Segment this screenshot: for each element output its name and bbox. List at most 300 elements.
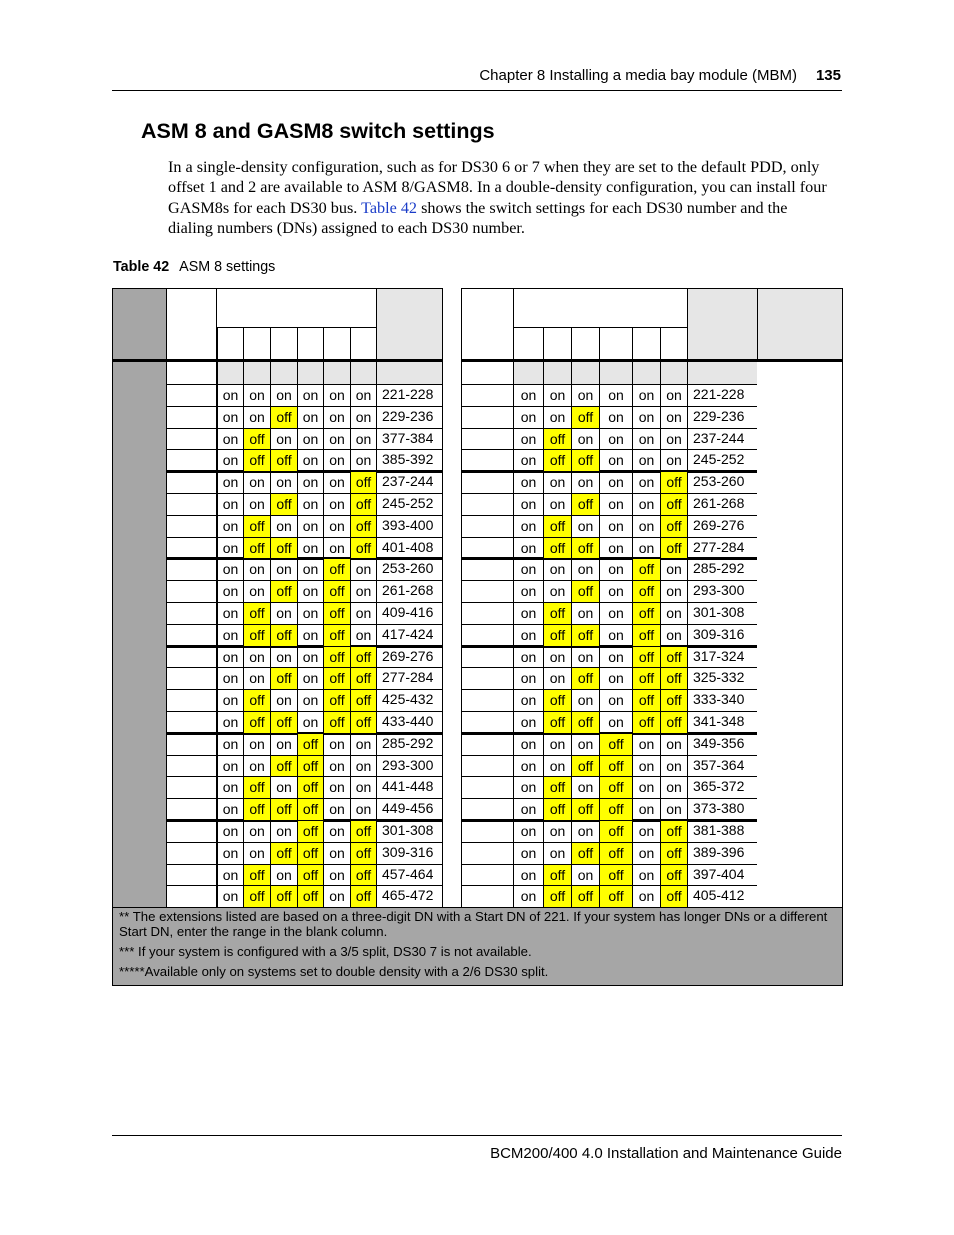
switch-3-cell: on — [276, 517, 292, 534]
switch-6-cell: off — [351, 494, 376, 515]
switch-2-cell: on — [549, 648, 566, 665]
switch-1-cell: on — [520, 888, 537, 905]
switch-3-cell: on — [577, 605, 594, 621]
switch-6-cell: off — [351, 843, 376, 864]
switch-2-cell: off — [544, 538, 571, 559]
switch-5-cell: on — [329, 452, 345, 469]
switch-3-cell: off — [271, 450, 297, 471]
switch-5-cell: on — [329, 823, 345, 839]
dn-range-cell: 245-252 — [382, 495, 434, 511]
switch-4-cell: off — [600, 799, 632, 820]
switch-5-cell: off — [633, 603, 660, 624]
dn-range-cell: 253-260 — [693, 473, 745, 490]
switch-2-cell: on — [549, 408, 566, 425]
chapter-title: Chapter 8 Installing a media bay module (MBM) — [479, 67, 797, 84]
dn-range-cell: 409-416 — [382, 604, 434, 620]
dn-range-cell: 457-464 — [382, 865, 434, 882]
switch-1-cell: on — [520, 496, 537, 512]
switch-1-cell: on — [520, 735, 537, 752]
switch-2-cell: on — [549, 496, 566, 512]
dn-range-cell: 301-308 — [693, 604, 745, 620]
switch-1-cell: on — [520, 387, 537, 403]
grid-line — [462, 359, 842, 362]
switch-3-cell: on — [276, 430, 292, 447]
grid-line — [757, 289, 758, 360]
switch-3-cell: on — [276, 605, 292, 621]
switch-2-cell: off — [244, 777, 270, 798]
header-dn-cell — [687, 289, 757, 360]
switch-3-cell: on — [577, 823, 594, 839]
switch-5-cell: off — [633, 581, 660, 602]
switch-3-cell: off — [572, 581, 599, 602]
dn-range-cell: 405-412 — [693, 887, 745, 904]
dn-range-cell: 309-316 — [382, 843, 434, 860]
switch-2-cell: on — [549, 735, 566, 752]
switch-3-cell: off — [572, 450, 599, 471]
switch-6-cell: on — [666, 626, 682, 643]
switch-1-cell: on — [520, 605, 537, 621]
switch-5-cell: off — [633, 625, 660, 646]
switch-2-cell: off — [244, 690, 270, 711]
switch-2-cell: off — [544, 777, 571, 798]
switch-3-cell: on — [577, 517, 594, 534]
switch-5-cell: on — [638, 539, 655, 556]
switch-4-cell: on — [608, 496, 624, 512]
dn-range-cell: 389-396 — [693, 843, 745, 860]
switch-6-cell: on — [355, 605, 372, 621]
switch-2-cell: on — [249, 757, 265, 774]
switch-6-cell: off — [351, 886, 376, 907]
switch-4-cell: on — [608, 714, 624, 730]
switch-5-cell: off — [324, 559, 350, 580]
switch-5-cell: on — [329, 801, 345, 818]
switch-2-cell: on — [249, 844, 265, 861]
dn-range-cell: 433-440 — [382, 713, 434, 729]
switch-1-cell: on — [222, 408, 239, 425]
switch-2-cell: on — [249, 823, 265, 839]
dn-range-cell: 357-364 — [693, 756, 745, 773]
switch-5-cell: on — [329, 517, 345, 534]
switch-6-cell: on — [666, 735, 682, 752]
switch-1-cell: on — [520, 670, 537, 687]
switch-5-cell: on — [638, 408, 655, 425]
ds30-group-cell — [113, 733, 166, 820]
page-header — [112, 66, 842, 91]
switch-5-cell: off — [633, 690, 660, 711]
switch-4-cell: off — [298, 756, 323, 777]
switch-5-cell: on — [638, 430, 655, 447]
switch-6-cell: on — [355, 430, 372, 447]
switch-4-cell: on — [608, 539, 624, 556]
dn-range-cell: 253-260 — [382, 560, 434, 577]
switch-6-cell: on — [666, 430, 682, 447]
switch-4-cell: off — [600, 821, 632, 842]
subheader-band — [216, 360, 442, 384]
switch-5-cell: on — [329, 408, 345, 425]
switch-4-cell: on — [608, 692, 624, 709]
dn-range-cell: 237-244 — [693, 429, 745, 446]
switch-2-cell: on — [549, 474, 566, 491]
switch-5-cell: on — [329, 844, 345, 861]
switch-4-cell: on — [302, 474, 319, 491]
switch-4-cell: off — [600, 756, 632, 777]
switch-4-cell: off — [298, 777, 323, 798]
switch-6-cell: off — [661, 494, 687, 515]
switch-6-cell: on — [666, 605, 682, 621]
switch-3-cell: off — [271, 407, 297, 428]
right-settings-table — [461, 288, 843, 908]
switch-1-cell: on — [520, 430, 537, 447]
switch-6-cell: on — [355, 583, 372, 600]
switch-2-cell: off — [544, 886, 571, 907]
switch-1-cell: on — [222, 692, 239, 709]
switch-6-cell: off — [351, 538, 376, 559]
switch-2-cell: off — [244, 712, 270, 733]
switch-1-cell: on — [520, 474, 537, 491]
switch-4-cell: on — [608, 430, 624, 447]
ds30-group-cell — [113, 646, 166, 733]
switch-6-cell: off — [351, 690, 376, 711]
switch-5-cell: off — [324, 625, 350, 646]
switch-4-cell: off — [600, 734, 632, 755]
dn-range-cell: 317-324 — [693, 647, 745, 664]
dn-range-cell: 245-252 — [693, 451, 745, 468]
switch-5-cell: on — [638, 888, 655, 905]
switch-4-cell: on — [302, 496, 319, 512]
switch-1-cell: on — [222, 496, 239, 512]
switch-4-cell: on — [302, 452, 319, 469]
switch-2-cell: on — [549, 583, 566, 600]
switch-1-cell: on — [222, 801, 239, 818]
switch-5-cell: on — [638, 735, 655, 752]
switch-1-cell: on — [520, 866, 537, 883]
switch-4-cell: on — [302, 408, 319, 425]
switch-3-cell: on — [577, 561, 594, 578]
switch-6-cell: off — [661, 865, 687, 886]
header-dn-cell — [376, 289, 442, 360]
switch-5-cell: on — [638, 517, 655, 534]
switch-3-cell: off — [572, 494, 599, 515]
switch-2-cell: off — [544, 429, 571, 450]
switch-6-cell: on — [666, 583, 682, 600]
switch-5-cell: off — [633, 668, 660, 689]
switch-6-cell: off — [351, 821, 376, 842]
page-footer — [112, 1135, 842, 1162]
switch-4-cell: on — [608, 626, 624, 643]
switch-5-cell: on — [329, 539, 345, 556]
dn-range-cell: 277-284 — [693, 538, 745, 555]
switch-5-cell: off — [324, 712, 350, 733]
intro-text-2: shows the switch settings for each DS30 number and the dialing numbers (DNs) assigned to each DS30 number. — [168, 198, 788, 238]
dn-range-cell: 377-384 — [382, 429, 434, 446]
switch-2-cell: on — [249, 583, 265, 600]
switch-5-cell: off — [324, 690, 350, 711]
switch-3-cell: on — [577, 430, 594, 447]
switch-2-cell: on — [549, 387, 566, 403]
switch-1-cell: on — [520, 844, 537, 861]
switch-3-cell: on — [276, 735, 292, 752]
table-42-link[interactable]: Table 42 — [361, 198, 418, 217]
grid-line — [113, 359, 442, 362]
switch-5-cell: on — [329, 757, 345, 774]
switch-6-cell: off — [351, 472, 376, 493]
switch-6-cell: off — [351, 668, 376, 689]
switch-1-cell: on — [222, 779, 239, 796]
switch-3-cell: on — [276, 692, 292, 709]
table-caption-text: ASM 8 settings — [179, 259, 276, 275]
switch-5-cell: off — [633, 712, 660, 733]
dn-range-cell: 393-400 — [382, 516, 434, 533]
footnote-1: ** The extensions listed are based on a three-digit DN with a Start DN of 221. If your system has longer DNs or a different Start DN, enter the range in the blank column. — [119, 909, 828, 939]
switch-6-cell: off — [661, 690, 687, 711]
switch-2-cell: on — [249, 408, 265, 425]
switch-4-cell: off — [298, 821, 323, 842]
switch-3-cell: off — [572, 886, 599, 907]
switch-6-cell: off — [351, 865, 376, 886]
dn-range-cell: 285-292 — [382, 734, 434, 751]
switch-3-cell: on — [577, 779, 594, 796]
switch-1-cell: on — [222, 583, 239, 600]
switch-4-cell: on — [302, 539, 319, 556]
switch-3-cell: off — [271, 538, 297, 559]
dn-range-cell: 401-408 — [382, 538, 434, 555]
switch-4-cell: on — [302, 670, 319, 687]
switch-1-cell: on — [520, 801, 537, 818]
switch-6-cell: on — [355, 801, 372, 818]
switch-4-cell: off — [600, 865, 632, 886]
switch-1-cell: on — [520, 714, 537, 730]
ds30-header-cell — [113, 289, 166, 384]
switch-6-cell: on — [355, 626, 372, 643]
switch-3-cell: off — [271, 712, 297, 733]
ds30-group-cell — [113, 820, 166, 907]
switch-6-cell: on — [355, 387, 372, 403]
switch-6-cell: off — [661, 668, 687, 689]
switch-4-cell: on — [608, 517, 624, 534]
switch-2-cell: on — [249, 474, 265, 491]
switch-6-cell: on — [666, 387, 682, 403]
switch-5-cell: on — [638, 496, 655, 512]
switch-1-cell: on — [222, 888, 239, 905]
switch-4-cell: on — [302, 430, 319, 447]
switch-1-cell: on — [520, 539, 537, 556]
switch-5-cell: on — [329, 779, 345, 796]
switch-4-cell: on — [608, 583, 624, 600]
switch-2-cell: off — [544, 625, 571, 646]
dn-range-cell: 365-372 — [693, 778, 745, 795]
switch-4-cell: off — [298, 799, 323, 820]
switch-3-cell: off — [572, 625, 599, 646]
switch-1-cell: on — [222, 866, 239, 883]
switch-3-cell: on — [577, 474, 594, 491]
switch-1-cell: on — [520, 692, 537, 709]
switch-1-cell: on — [222, 452, 239, 469]
dn-range-cell: 381-388 — [693, 822, 745, 838]
switch-4-cell: off — [298, 843, 323, 864]
switch-1-cell: on — [222, 626, 239, 643]
switch-3-cell: off — [271, 494, 297, 515]
dn-range-cell: 465-472 — [382, 887, 434, 904]
grid-line — [513, 327, 687, 328]
switch-5-cell: off — [633, 647, 660, 668]
switch-5-cell: on — [329, 735, 345, 752]
switch-4-cell: on — [302, 583, 319, 600]
switch-1-cell: on — [222, 430, 239, 447]
switch-1-cell: on — [222, 735, 239, 752]
intro-paragraph — [168, 157, 836, 239]
switch-4-cell: off — [298, 886, 323, 907]
switch-5-cell: off — [324, 668, 350, 689]
dn-range-cell: 229-236 — [693, 407, 745, 424]
switch-5-cell: on — [638, 474, 655, 491]
switch-6-cell: off — [661, 712, 687, 733]
switch-4-cell: on — [302, 605, 319, 621]
switch-6-cell: off — [661, 843, 687, 864]
switch-5-cell: on — [329, 496, 345, 512]
switch-4-cell: on — [608, 648, 624, 665]
switch-3-cell: on — [577, 866, 594, 883]
switch-6-cell: on — [666, 757, 682, 774]
switch-4-cell: off — [298, 734, 323, 755]
dn-range-cell: 221-228 — [693, 386, 745, 402]
switch-2-cell: off — [544, 799, 571, 820]
switch-2-cell: off — [244, 625, 270, 646]
switch-2-cell: off — [544, 690, 571, 711]
switch-2-cell: on — [249, 496, 265, 512]
switch-1-cell: on — [520, 626, 537, 643]
dn-range-cell: 397-404 — [693, 865, 745, 882]
dn-range-cell: 449-456 — [382, 800, 434, 817]
dn-range-cell: 301-308 — [382, 822, 434, 838]
switch-5-cell: on — [329, 866, 345, 883]
switch-1-cell: on — [520, 648, 537, 665]
switch-3-cell: off — [271, 625, 297, 646]
left-settings-table — [112, 288, 443, 908]
switch-3-cell: off — [572, 538, 599, 559]
switch-6-cell: on — [355, 779, 372, 796]
switch-6-cell: on — [666, 408, 682, 425]
dn-range-cell: 277-284 — [382, 669, 434, 686]
switch-6-cell: off — [661, 821, 687, 842]
dn-range-cell: 349-356 — [693, 734, 745, 751]
switch-3-cell: on — [577, 387, 594, 403]
switch-4-cell: on — [302, 387, 319, 403]
dn-range-cell: 417-424 — [382, 625, 434, 642]
switch-3-cell: off — [572, 407, 599, 428]
switch-3-cell: off — [271, 843, 297, 864]
switch-4-cell: on — [608, 605, 624, 621]
switch-2-cell: on — [249, 648, 265, 665]
switch-6-cell: on — [666, 801, 682, 818]
switch-6-cell: on — [666, 561, 682, 578]
switch-3-cell: off — [271, 799, 297, 820]
switch-4-cell: on — [608, 452, 624, 469]
switch-2-cell: off — [244, 429, 270, 450]
switch-3-cell: on — [577, 735, 594, 752]
switch-3-cell: on — [276, 561, 292, 578]
switch-1-cell: on — [222, 474, 239, 491]
switch-1-cell: on — [222, 561, 239, 578]
switch-5-cell: off — [324, 647, 350, 668]
switch-1-cell: on — [520, 561, 537, 578]
page-number: 135 — [815, 67, 841, 84]
switch-1-cell: on — [520, 757, 537, 774]
switch-5-cell: on — [329, 387, 345, 403]
switch-5-cell: on — [638, 844, 655, 861]
ds30-group-cell — [113, 471, 166, 558]
switch-2-cell: off — [244, 516, 270, 537]
switch-2-cell: off — [544, 516, 571, 537]
guide-title: BCM200/400 4.0 Installation and Maintenance Guide — [490, 1145, 842, 1162]
switch-2-cell: on — [249, 561, 265, 578]
switch-3-cell: off — [572, 843, 599, 864]
switch-4-cell: on — [302, 648, 319, 665]
switch-6-cell: on — [355, 757, 372, 774]
switch-3-cell: off — [572, 799, 599, 820]
dn-range-cell: 221-228 — [382, 386, 434, 402]
switch-3-cell: on — [276, 866, 292, 883]
switch-6-cell: on — [666, 779, 682, 796]
dn-range-cell: 269-276 — [693, 516, 745, 533]
switch-2-cell: off — [544, 603, 571, 624]
ds30-group-cell — [113, 384, 166, 471]
switch-1-cell: on — [520, 583, 537, 600]
switch-4-cell: off — [298, 865, 323, 886]
switch-5-cell: on — [638, 757, 655, 774]
dn-range-cell: 325-332 — [693, 669, 745, 686]
switch-5-cell: on — [638, 866, 655, 883]
switch-4-cell: on — [608, 561, 624, 578]
switch-2-cell: on — [549, 670, 566, 687]
switch-2-cell: on — [249, 670, 265, 687]
switch-1-cell: on — [222, 757, 239, 774]
dn-range-cell: 425-432 — [382, 691, 434, 708]
switch-3-cell: on — [276, 387, 292, 403]
intro-text-1: In a single-density configuration, such as for DS30 6 or 7 when they are set to the default PDD, only offset 1 and 2 are available to ASM 8/GASM8. In a double-density configuration, you can install four GASM8s for each DS30 bus. — [168, 158, 827, 217]
switch-1-cell: on — [222, 517, 239, 534]
dn-range-cell: 261-268 — [382, 582, 434, 599]
switch-2-cell: on — [249, 387, 265, 403]
switch-2-cell: on — [549, 844, 566, 861]
grid-line — [217, 327, 376, 328]
section-title: ASM 8 and GASM8 switch settings — [141, 119, 495, 143]
switch-4-cell: on — [608, 408, 624, 425]
switch-3-cell: on — [276, 779, 292, 796]
dn-range-cell: 261-268 — [693, 495, 745, 511]
switch-2-cell: off — [244, 865, 270, 886]
switch-4-cell: on — [302, 561, 319, 578]
switch-5-cell: on — [638, 823, 655, 839]
switch-3-cell: on — [276, 823, 292, 839]
switch-5-cell: on — [638, 452, 655, 469]
switch-2-cell: on — [549, 823, 566, 839]
dn-range-cell: 229-236 — [382, 407, 434, 424]
table-footnotes — [112, 907, 843, 986]
switch-4-cell: on — [608, 387, 624, 403]
switch-3-cell: on — [276, 648, 292, 665]
footnote-2: *** If your system is configured with a 3/5 split, DS30 7 is not available. — [119, 944, 532, 959]
switch-3-cell: on — [577, 692, 594, 709]
switch-6-cell: on — [355, 735, 372, 752]
switch-5-cell: off — [324, 603, 350, 624]
table-caption-label: Table 42 — [113, 259, 170, 275]
switch-6-cell: off — [661, 516, 687, 537]
switch-1-cell: on — [222, 605, 239, 621]
switch-3-cell: off — [572, 712, 599, 733]
switch-2-cell: on — [549, 757, 566, 774]
switch-6-cell: off — [351, 712, 376, 733]
dn-range-cell: 309-316 — [693, 625, 745, 642]
